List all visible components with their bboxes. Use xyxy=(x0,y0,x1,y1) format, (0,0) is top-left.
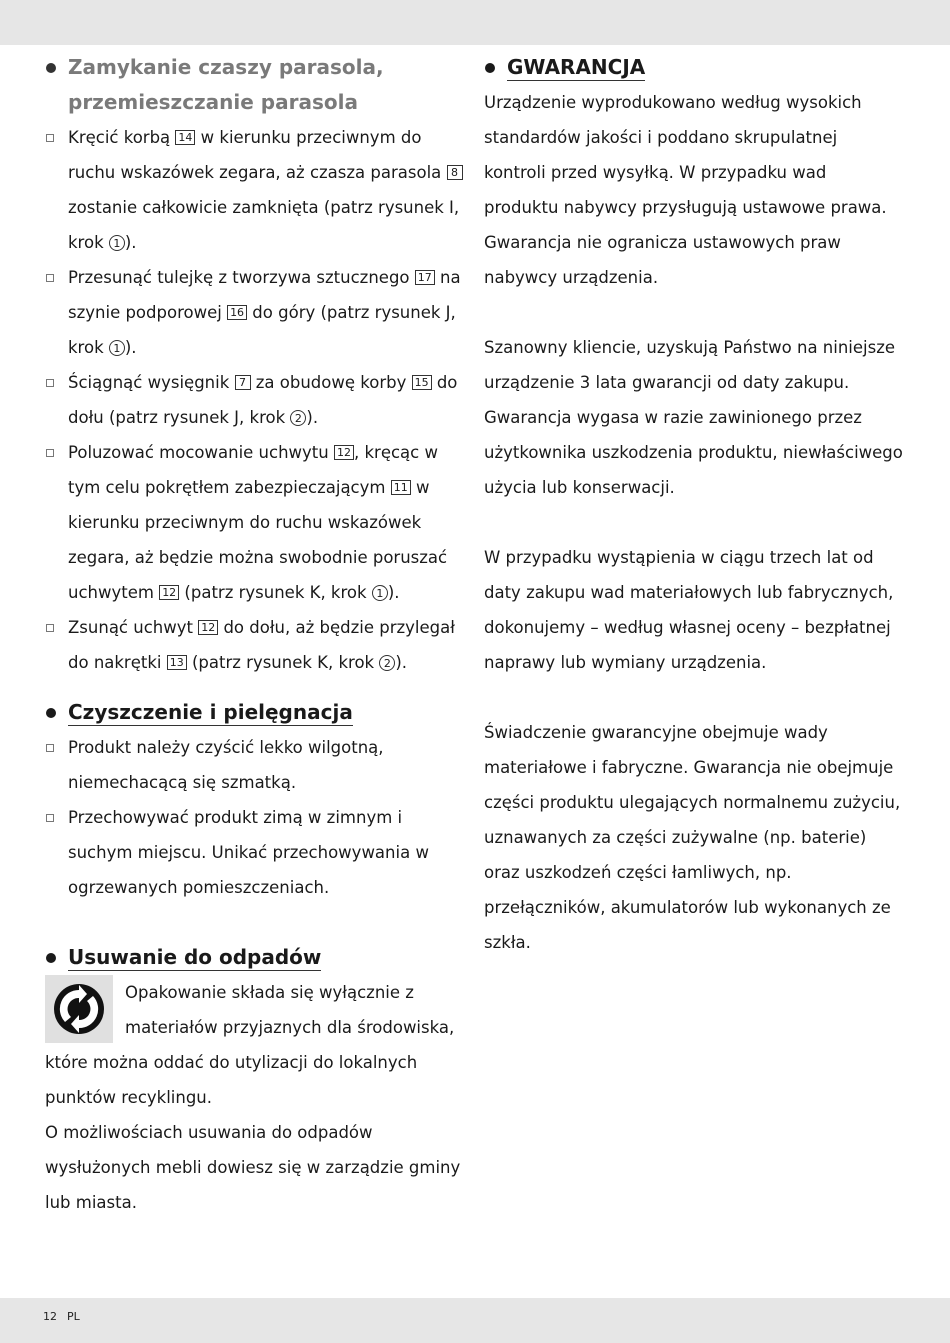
footer-bar xyxy=(0,1298,950,1343)
bullet-dot-icon xyxy=(46,63,56,73)
part-number: 12 xyxy=(334,445,354,460)
bullet-dot-icon xyxy=(485,63,495,73)
part-number: 7 xyxy=(235,375,251,390)
text: zostanie całkowicie zamknięta (patrz rysunek I, krok xyxy=(68,198,460,252)
text: Ściągnąć wysięgnik xyxy=(68,373,235,392)
text: do góry (patrz rysunek J, krok xyxy=(68,303,456,357)
section-title-line2: przemieszczanie parasola xyxy=(68,90,358,114)
list-item xyxy=(45,730,465,800)
checkbox-square-icon xyxy=(46,274,54,282)
text: (patrz rysunek K, krok xyxy=(186,653,380,672)
warranty-paragraph: W przypadku wystąpienia w ciągu trzech lat od daty zakupu wad materiałowych lub fabrycznych, dokonujemy – według własnej oceny – bezpłatnej naprawy lub wymiany urządzenia. xyxy=(484,548,894,672)
disposal-block xyxy=(45,975,465,1220)
checkbox-square-icon xyxy=(46,624,54,632)
part-number: 14 xyxy=(175,130,195,145)
step-number: 1 xyxy=(109,340,125,356)
text: do dołu, aż będzie przylegał do nakrętki xyxy=(68,618,455,672)
text: Produkt należy czyścić lekko wilgotną, niemechacącą się szmatką. xyxy=(68,738,384,792)
section-title-closing xyxy=(45,50,465,120)
text: Przechowywać produkt zimą w zimnym i suchym miejscu. Unikać przechowywania w ogrzewanych pomieszczeniach. xyxy=(68,808,429,897)
warranty-paragraph: Świadczenie gwarancyjne obejmuje wady materiałowe i fabryczne. Gwarancja nie obejmuje części produktu ulegających normalnemu zużyciu, uznawanych za części zużywalne (np. baterie) oraz uszkodzeń części łamliwych, np. przełączników, akumulatorów lub wykonanych ze szkła. xyxy=(484,723,901,952)
section-title-warranty xyxy=(484,50,904,85)
step-number: 1 xyxy=(109,235,125,251)
top-bar xyxy=(0,0,950,45)
text: ). xyxy=(387,583,400,602)
text: Kręcić korbą xyxy=(68,128,176,147)
text: ). xyxy=(124,233,137,252)
part-number: 12 xyxy=(159,585,179,600)
list-item xyxy=(45,800,465,905)
text: za obudowę korby xyxy=(250,373,412,392)
left-column xyxy=(45,50,465,1220)
page-number: 12 xyxy=(43,1310,57,1323)
text: na szynie podporowej xyxy=(68,268,461,322)
right-column xyxy=(484,50,904,960)
part-number: 11 xyxy=(391,480,411,495)
bullet-dot-icon xyxy=(46,708,56,718)
part-number: 13 xyxy=(167,655,187,670)
checkbox-square-icon xyxy=(46,379,54,387)
list-item xyxy=(45,260,465,365)
part-number: 12 xyxy=(198,620,218,635)
text: ). xyxy=(124,338,137,357)
text: ). xyxy=(306,408,319,427)
list-item xyxy=(45,365,465,435)
list-item xyxy=(45,610,465,680)
list-item xyxy=(45,120,465,260)
part-number: 17 xyxy=(415,270,435,285)
step-number: 2 xyxy=(290,410,306,426)
disposal-text: Opakowanie składa się wyłącznie z materiałów przyjaznych dla środowiska, które można oddać do utylizacji do lokalnych punktów recyklingu. xyxy=(45,983,455,1107)
checkbox-square-icon xyxy=(46,134,54,142)
part-number: 16 xyxy=(227,305,247,320)
checkbox-square-icon xyxy=(46,449,54,457)
text: do dołu (patrz rysunek J, krok xyxy=(68,373,458,427)
part-number: 15 xyxy=(412,375,432,390)
checkbox-square-icon xyxy=(46,744,54,752)
step-number: 1 xyxy=(372,585,388,601)
list-item xyxy=(45,435,465,610)
text: Zsunąć uchwyt xyxy=(68,618,199,637)
text: w kierunku przeciwnym do ruchu wskazówek zegara, aż będzie można swobodnie poruszać uchwytem xyxy=(68,478,448,602)
green-dot-recycling-icon xyxy=(45,975,113,1043)
warranty-paragraph: Urządzenie wyprodukowano według wysokich standardów jakości i poddano skrupulatnej kontroli przed wysyłką. W przypadku wad produktu nabywcy przysługują ustawowe prawa. Gwarancja nie ogranicza ustawowych praw nabywcy urządzenia. xyxy=(484,93,887,287)
text: (patrz rysunek K, krok xyxy=(179,583,372,602)
text: Poluzować mocowanie uchwytu xyxy=(68,443,334,462)
text: Przesunąć tulejkę z tworzywa sztucznego xyxy=(68,268,415,287)
section-title-disposal xyxy=(45,940,465,975)
section-title: Usuwanie do odpadów xyxy=(68,945,322,969)
bullet-dot-icon xyxy=(46,953,56,963)
checkbox-square-icon xyxy=(46,814,54,822)
text: , kręcąc w tym celu pokrętłem zabezpieczającym xyxy=(68,443,438,497)
section-title: GWARANCJA xyxy=(507,55,646,79)
disposal-text-2: O możliwościach usuwania do odpadów wysłużonych mebli dowiesz się w zarządzie gminy lub miasta. xyxy=(45,1123,461,1212)
section-title-cleaning xyxy=(45,695,465,730)
section-title: Czyszczenie i pielęgnacja xyxy=(68,700,353,724)
text: ). xyxy=(395,653,408,672)
step-number: 2 xyxy=(379,655,395,671)
part-number: 8 xyxy=(447,165,463,180)
language-code: PL xyxy=(67,1310,80,1323)
text: w kierunku przeciwnym do ruchu wskazówek zegara, aż czasza parasola xyxy=(68,128,447,182)
section-title-line1: Zamykanie czaszy parasola, xyxy=(68,55,384,79)
warranty-paragraph: Szanowny kliencie, uzyskują Państwo na niniejsze urządzenie 3 lata gwarancji od daty zakupu. Gwarancja wygasa w razie zawinionego przez użytkownika uszkodzenia produktu, niewłaściwego użycia lub konserwacji. xyxy=(484,338,903,497)
